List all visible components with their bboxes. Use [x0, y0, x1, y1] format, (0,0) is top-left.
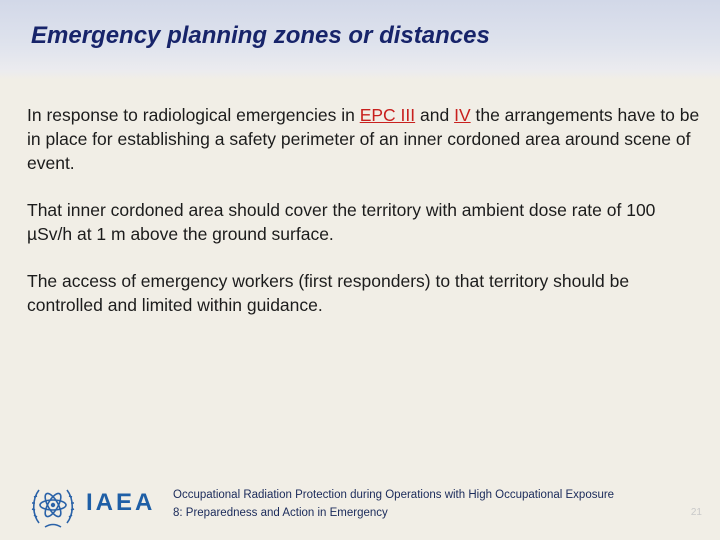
iaea-emblem-icon [30, 481, 76, 531]
slide-title: Emergency planning zones or distances [31, 22, 490, 49]
paragraph-epc [27, 103, 702, 175]
paragraph-dose-rate: That inner cordoned area should cover the territory with ambient dose rate of 100 µSv/h at 1 m above the ground surface. [27, 200, 656, 244]
epc-iii-term: EPC III [359, 105, 416, 125]
paragraph-epc-between: and [415, 105, 455, 125]
course-title: Occupational Radiation Protection during Operations with High Occupational Exposure [173, 489, 615, 501]
module-title: 8: Preparedness and Action in Emergency [173, 507, 388, 519]
slide-body [27, 103, 702, 340]
page-number: 21 [690, 507, 702, 518]
paragraph-epc-after: the arrangements have to be in place for establishing a safety perimeter of an inner cordoned area around scene of event. [27, 105, 700, 173]
epc-iv-term: IV [454, 105, 471, 125]
paragraph-epc-before: In response to radiological emergencies in [27, 105, 360, 125]
paragraph-access: The access of emergency workers (first responders) to that territory should be controlled and limited within guidance. [27, 271, 630, 315]
org-name: IAEA [86, 489, 156, 516]
